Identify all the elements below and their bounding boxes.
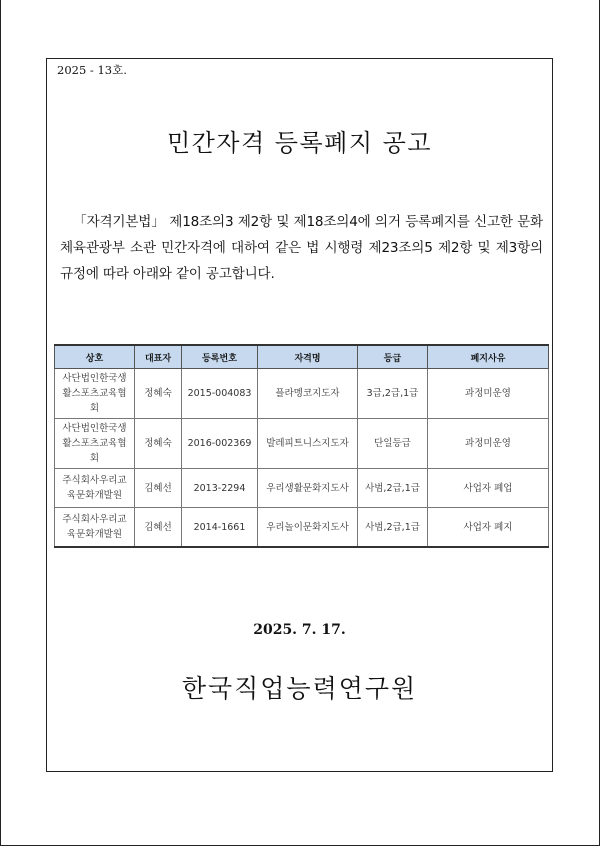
table-row	[55, 508, 549, 548]
header-company: 상호	[55, 345, 135, 369]
cell-grade: 3급,2급,1급	[358, 369, 428, 419]
header-grade: 등급	[358, 345, 428, 369]
cell-company: 사단법인한국생활스포츠교육협회	[55, 419, 135, 469]
cell-representative: 김혜선	[135, 469, 182, 508]
cell-representative: 정혜숙	[135, 369, 182, 419]
table-header-row	[55, 345, 549, 369]
issuer-name: 한국직업능력연구원	[181, 674, 418, 703]
header-qualification-name: 자격명	[258, 345, 358, 369]
cell-registration-number: 2015-004083	[182, 369, 258, 419]
cell-representative: 김혜선	[135, 508, 182, 548]
cell-reason: 과정미운영	[428, 419, 549, 469]
notice-table	[54, 344, 549, 548]
header-registration-number: 등록번호	[182, 345, 258, 369]
cell-registration-number: 2016-002369	[182, 419, 258, 469]
document-title: 민간자격 등록폐지 공고	[166, 129, 433, 157]
table-row	[55, 469, 549, 508]
cell-grade: 사범,2급,1급	[358, 469, 428, 508]
cell-registration-number: 2013-2294	[182, 469, 258, 508]
table-row	[55, 419, 549, 469]
cell-grade: 사범,2급,1급	[358, 508, 428, 548]
cell-representative: 정혜숙	[135, 419, 182, 469]
table-row	[55, 369, 549, 419]
cell-grade: 단일등급	[358, 419, 428, 469]
body-paragraph: 「자격기본법」 제18조의3 제2항 및 제18조의4에 의거 등록폐지를 신고한 문화체육관광부 소관 민간자격에 대하여 같은 법 시행령 제23조의5 제2항 및 제3항의 규정에 따라 아래와 같이 공고합니다.	[60, 214, 543, 282]
document-date: 2025. 7. 17.	[253, 622, 346, 638]
header-representative: 대표자	[135, 345, 182, 369]
header-reason: 폐지사유	[428, 345, 549, 369]
cell-reason: 사업자 폐지	[428, 508, 549, 548]
cell-qualification-name: 우리생활문화지도사	[258, 469, 358, 508]
cell-reason: 과정미운영	[428, 369, 549, 419]
document-number: 2025 - 13호.	[57, 63, 127, 77]
cell-registration-number: 2014-1661	[182, 508, 258, 548]
cell-company: 주식회사우리교육문화개발원	[55, 508, 135, 548]
cell-qualification-name: 플라멩코지도자	[258, 369, 358, 419]
cell-company: 주식회사우리교육문화개발원	[55, 469, 135, 508]
cell-company: 사단법인한국생활스포츠교육협회	[55, 369, 135, 419]
document-body	[60, 209, 543, 287]
cell-reason: 사업자 폐업	[428, 469, 549, 508]
cell-qualification-name: 발레피트니스지도자	[258, 419, 358, 469]
cell-qualification-name: 우리놀이문화지도사	[258, 508, 358, 548]
document-frame	[46, 58, 553, 772]
